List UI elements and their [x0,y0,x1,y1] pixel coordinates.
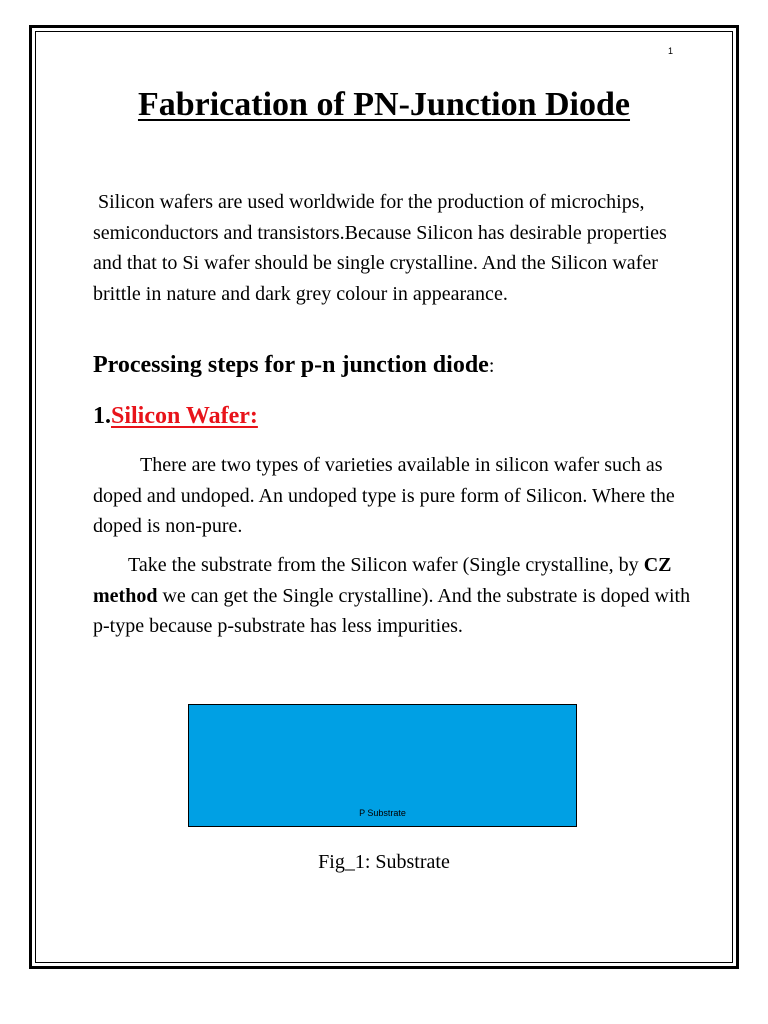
cz-method-bold: CZ method [93,554,672,607]
intro-paragraph [93,187,693,309]
section-1-title: Silicon Wafer: [111,403,258,429]
wafer-types-paragraph-text: There are two types of varieties available in silicon wafer such as doped and undoped. An undoped type is pure form of Silicon. Where the doped is non-pure. [93,454,675,537]
wafer-types-paragraph [93,450,693,542]
processing-steps-heading-text: Processing steps for p-n junction diode [93,352,489,378]
p-substrate-label: P Substrate [359,808,406,818]
section-1-heading [93,403,258,430]
page-number: 1 [667,46,673,56]
substrate-paragraph-before: Take the substrate from the Silicon wafer (Single crystalline, by [128,554,644,576]
p-substrate-figure [188,704,577,827]
processing-steps-heading [93,352,494,379]
substrate-paragraph-after: we can get the Single crystalline). And the substrate is doped with p-type because p-substrate has less impurities. [93,584,691,637]
section-1-number: 1. [93,403,111,429]
substrate-paragraph [93,550,693,642]
page-title: Fabrication of PN-Junction Diode [137,86,631,123]
figure-caption: Fig_1: Substrate [318,851,450,873]
processing-steps-heading-colon: : [488,355,495,377]
intro-paragraph-text: Silicon wafers are used worldwide for the production of microchips, semiconductors and transistors.Because Silicon has desirable properties and that to Si wafer should be single crystalline. And the Silicon wafer brittle in nature and dark grey colour in appearance. [93,191,667,305]
